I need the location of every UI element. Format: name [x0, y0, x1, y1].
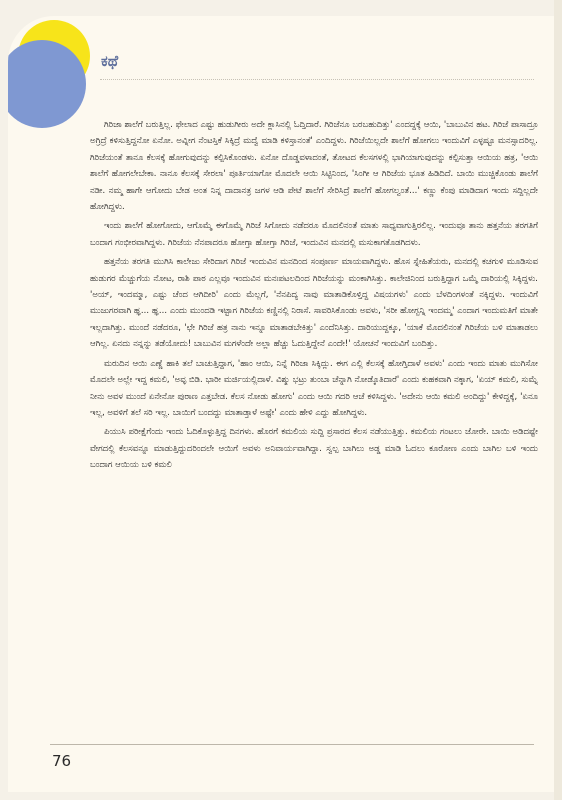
- book-spine-edge: [554, 0, 562, 800]
- paragraph: ಗಿರಿಜಾ ಶಾಲೆಗೆ ಬರುತ್ತಿಲ್ಲ. ಫೇಲಾದ ಎಷ್ಟು ಹುಡುಗೀರು ಅದೇ ಕ್ಲಾಸಿನಲ್ಲಿ ಓದ್ತಿದಾರೆ. ಗಿರಿಜೆನೂ ಬರಬಹುದಿತ್ತು' ಎಂದದ್ದಕ್ಕೆ ಆಯಿ, 'ಬಾಬುವಿನ ಹಟ. ಗಿರಿಜೆ ಪಾಸಾದ್ರೂ ಅಗ್ರಿದ್ರೆ ಕಳಿಸುತ್ತಿದ್ದನೋ ಏನೋ. ಅವ್ನೀಗ ನೆಂಟಸ್ತಿಕೆ ಸಿಕ್ಕಿದ್ರೆ ಮದ್ವೆ ಮಾಡಿ ಕಳಿಸ್ತಾನಂತೆ' ಎಂದಿದ್ದಳು. ಗಿರಿಜೆಯಿಲ್ಲದೇ ಶಾಲೆಗೆ ಹೋಗಲು ಇಂದುವಿಗೆ ಎಳ್ಳಷ್ಟೂ ಮನಸ್ಸಾದರಿಲ್ಲ. ಗಿರಿಜೆಯಂತೆ ತಾನೂ ಕೆಲಸಕ್ಕೆ ಹೋಗುವುದನ್ನು ಕಲ್ಪಿಸಿಕೊಂಡಳು. ಏನೋ ದೊಡ್ಡವಳಾದಂತೆ, ತೋಟದ ಕೆಲಸಗಳಲ್ಲಿ ಭಾಗಿಯಾಗುವುದನ್ನು ಕಲ್ಪಿಸುತ್ತಾ ಆಯಿಯ ಹತ್ರ, 'ಆಯಿ ಶಾಲೆಗೆ ಹೋಗಲೇಬೇಕಾ. ನಾನೂ ಕೆಲಸಕ್ಕೆ ಸೇರಲಾ' ಪೂರ್ತಿಯಾಗೋ ಮೊದಲೇ ಆಯಿ ಸಿಟ್ಟಿನಿಂದ, 'ಸಿಂಗೀ ಆ ಗಿರಿಜೆಯ ಭೂತ ಹಿಡಿದಿದೆ. ಬಾಯಿ ಮುಚ್ಚಿಕೊಂಡು ಶಾಲೆಗೆ ನಡೀ. ನಮ್ಮ ಹಾಗೇ ಆಗೋದು ಬೇಡ ಅಂತ ನಿನ್ನ ದಾದಾನತ್ರ ಜಗಳ ಆಡಿ ಪೇಟೆ ಶಾಲೆಗೆ ಸೇರಿಸಿದ್ರೆ ಶಾಲೆಗೆ ಹೋಗಲ್ವಂತೆ...' ಕಣ್ಣು ಕೆಂಪು ಮಾಡಿದಾಗ ಇಂದು ಸದ್ದಿಲ್ಲದೇ ಹೋಗಿದ್ದಳು.: [90, 119, 538, 212]
- paragraph: ಮರುದಿನ ಆಯಿ ಎಣ್ಣೆ ಹಾಕಿ ತಲೆ ಬಾಚುತ್ತಿದ್ದಾಗ, 'ಹಾಂ ಆಯಿ, ನಿನ್ನೆ ಗಿರಿಜಾ ಸಿಕ್ಕಿದ್ಲು. ಈಗ ಎಲ್ಲಿ ಕೆಲಸಕ್ಕೆ ಹೋಗ್ತಿದಾಳೆ ಅವಳು' ಎಂದು ಇಂದು ಮಾತು ಮುಗಿಸೋ ಮೊದಲೇ ಅಲ್ಲೇ ಇದ್ದ ಕಮಲಿ, 'ಅವ್ಳ ಬಿಡಿ. ಭಾರೀ ಮರ್ಜಿಯಲ್ಲಿದಾಳೆ. ವಿಶ್ಮು ಭಟ್ರು ತುಂಬಾ ಚೆನ್ನಾಗಿ ನೋಡ್ಕೊತಿದಾರೆ' ಎಂದು ಕುಹಕವಾಗಿ ನಕ್ಕಾಗ, 'ಏಯ್ ಕಮಲಿ, ಸುಮ್ನೆ ನೀನು ಅವಳ ಮುಂದೆ ಏನೇನೋ ಪುರಾಣ ಎತ್ತಬೇಡ. ಕೆಲಸ ನೋಡು ಹೋಗು' ಎಂದು ಆಯಿ ಗದರಿ ಆಚೆ ಕಳಿಸಿದ್ದಳು. 'ಅದೇನು ಆಯಿ ಕಮಲಿ ಅಂದಿದ್ದು' ಕೇಳಿದ್ದಕ್ಕೆ, 'ಏನೂ ಇಲ್ಲ, ಅವಳಿಗೆ ತಲೆ ಸರಿ ಇಲ್ಲ. ಬಾಯಿಗೆ ಬಂದದ್ದು ಮಾತಾಡ್ತಾಳೆ ಅಷ್ಟೇ' ಎಂದು ಹೇಳಿ ಎದ್ದು ಹೋಗಿದ್ದಳು.: [90, 357, 538, 417]
- paragraph: ಹತ್ತನೆಯ ತರಗತಿ ಮುಗಿಸಿ ಕಾಲೇಜು ಸೇರಿದಾಗ ಗಿರಿಜೆ ಇಂದುವಿನ ಮನದಿಂದ ಸಂಪೂರ್ಣ ಮಾಯವಾಗಿದ್ದಳು. ಹೊಸ ಸ್ನೇಹಿತೆಯರು, ಮನದಲ್ಲಿ ಕಚಗುಳಿ ಮೂಡಿಸುವ ಹುಡುಗರ ಮೆಚ್ಚುಗೆಯ ನೋಟ, ರಾಶಿ ಪಾಠ ಎಲ್ಲವೂ ಇಂದುವಿನ ಮನಃಪಟಲದಿಂದ ಗಿರಿಜೆಯನ್ನು ಮಂಕಾಗಿಸಿತ್ತು. ಕಾಲೇಜಿನಿಂದ ಬರುತ್ತಿದ್ದಾಗ ಒಮ್ಮೆ ದಾರಿಯಲ್ಲಿ ಸಿಕ್ಕಿದ್ದಳು. 'ಅಯ್, ಇಂದಮ್ಮಾ, ಎಷ್ಟು ಚೆಂದ ಆಗಿದೀರಿ' ಎಂದು ಮೆಲ್ಲಗೆ, 'ನೆನಪಿದ್ಯ ನಾವು ಮಾತಾಡಿಕೊಳ್ತಿದ್ದ ವಿಷಯಗಳು' ಎಂದು ಬೆಳದಿಂಗಳಂತೆ ನಕ್ಕಿದ್ದಳು. ಇಂದುವಿಗೆ ಮುಜುಗರವಾಗಿ ಹ್ಞ... ಹ್ಞ... ಎಂದು ಮುಂದಡಿ ಇಟ್ಟಾಗ ಗಿರಿಜೆಯ ಕಣ್ಣಿನಲ್ಲಿ ನಿರಾಸೆ. ಸಾವರಿಸಿಕೊಂಡು ಅವಳು, 'ಸರೀ ಹೋಗ್ಬನ್ನಿ ಇಂದಮ್ಮ' ಎಂದಾಗ ಇಂದುಮತಿಗೆ ಮಾತೇ ಇಲ್ಲದಾಗಿತ್ತು. ಮುಂದೆ ನಡೆದರೂ, 'ಛೇ ಗಿರಿಜೆ ಹತ್ರ ನಾನು ಇನ್ನೂ ಮಾತಾಡಬೇಕಿತ್ತು' ಎಂದೆನಿಸಿತ್ತು. ದಾರಿಯುದ್ದಕ್ಕೂ, 'ಯಾಕೆ ಮೊದಲಿನಂತೆ ಗಿರಿಜೆಯ ಬಳಿ ಮಾತಾಡಲು ಆಗಿಲ್ಲ. ಏನದು ನನ್ನನ್ನು ತಡೆಯೋದು! ಬಾಬುವಿನ ಮಗಳೆಂದೇ ಅಲ್ಲಾ ಹೆಚ್ಚು ಓದುತ್ತಿದ್ದೇನೆ ಎಂದೇ!' ಯೋಚನೆ ಇಂದುವಿಗೆ ಬಂದಿತ್ತು.: [90, 256, 538, 349]
- decorative-blue-circle: [8, 40, 86, 128]
- section-title: ಕಥೆ: [101, 52, 119, 70]
- page: [8, 16, 554, 792]
- story-body: [90, 116, 538, 476]
- footer-divider: [50, 744, 534, 745]
- header-divider: [100, 79, 534, 80]
- page-number: 76: [52, 752, 72, 770]
- paragraph: ಇಂದು ಶಾಲೆಗೆ ಹೋಗೋದು, ಆಗೊಮ್ಮೆ ಈಗೊಮ್ಮೆ ಗಿರಿಜೆ ಸಿಗೋದು ನಡೆದರೂ ಮೊದಲಿನಂತೆ ಮಾತು ಸಾಧ್ಯವಾಗುತ್ತಿರಲಿಲ್ಲ. ಇಂದುವೂ ತಾನು ಹತ್ತನೆಯ ತರಗತಿಗೆ ಬಂದಾಗ ಗಂಭೀರವಾಗಿದ್ದಳು. ಗಿರಿಜೆಯ ನೆನಪಾದರೂ ಹೋಗ್ತಾ ಹೋಗ್ತಾ ಗಿರಿಜೆ, ಇಂದುವಿನ ಮನದಲ್ಲಿ ಮಸುಕಾಗತೊಡಗಿದಳು.: [90, 220, 538, 247]
- paragraph: ಪಿಯುಸಿ ಪರೀಕ್ಷೆಗೆಂದು ಇಂದು ಓದಿಕೊಳ್ಳುತ್ತಿದ್ದ ದಿನಗಳು. ಹೊರಗೆ ಕಮಲಿಯ ಸುದ್ದಿ ಪ್ರಸಾರದ ಕೆಲಸ ನಡೆಯುತ್ತಿತ್ತು. ಕಮಲಿಯ ಗಂಟಲು ಜೋರೇ. ಬಾಯಿ ಅಡಿದಷ್ಟೇ ವೇಗದಲ್ಲಿ ಕೆಲಸವನ್ನೂ ಮಾಡುತ್ತಿದ್ದುದರಿಂದಲೇ ಆಯಿಗೆ ಅವಳು ಅನಿವಾರ್ಯವಾಗಿದ್ದಾ. ಸ್ವಲ್ಪ ಬಾಗಿಲು ಅಡ್ಡ ಮಾಡಿ ಓದಲು ಕೂರೋಣ ಎಂದು ಬಾಗಿಲ ಬಳಿ ಇಂದು ಬಂದಾಗ ಆಯಿಯ ಬಳಿ ಕಮಲಿ: [90, 426, 538, 470]
